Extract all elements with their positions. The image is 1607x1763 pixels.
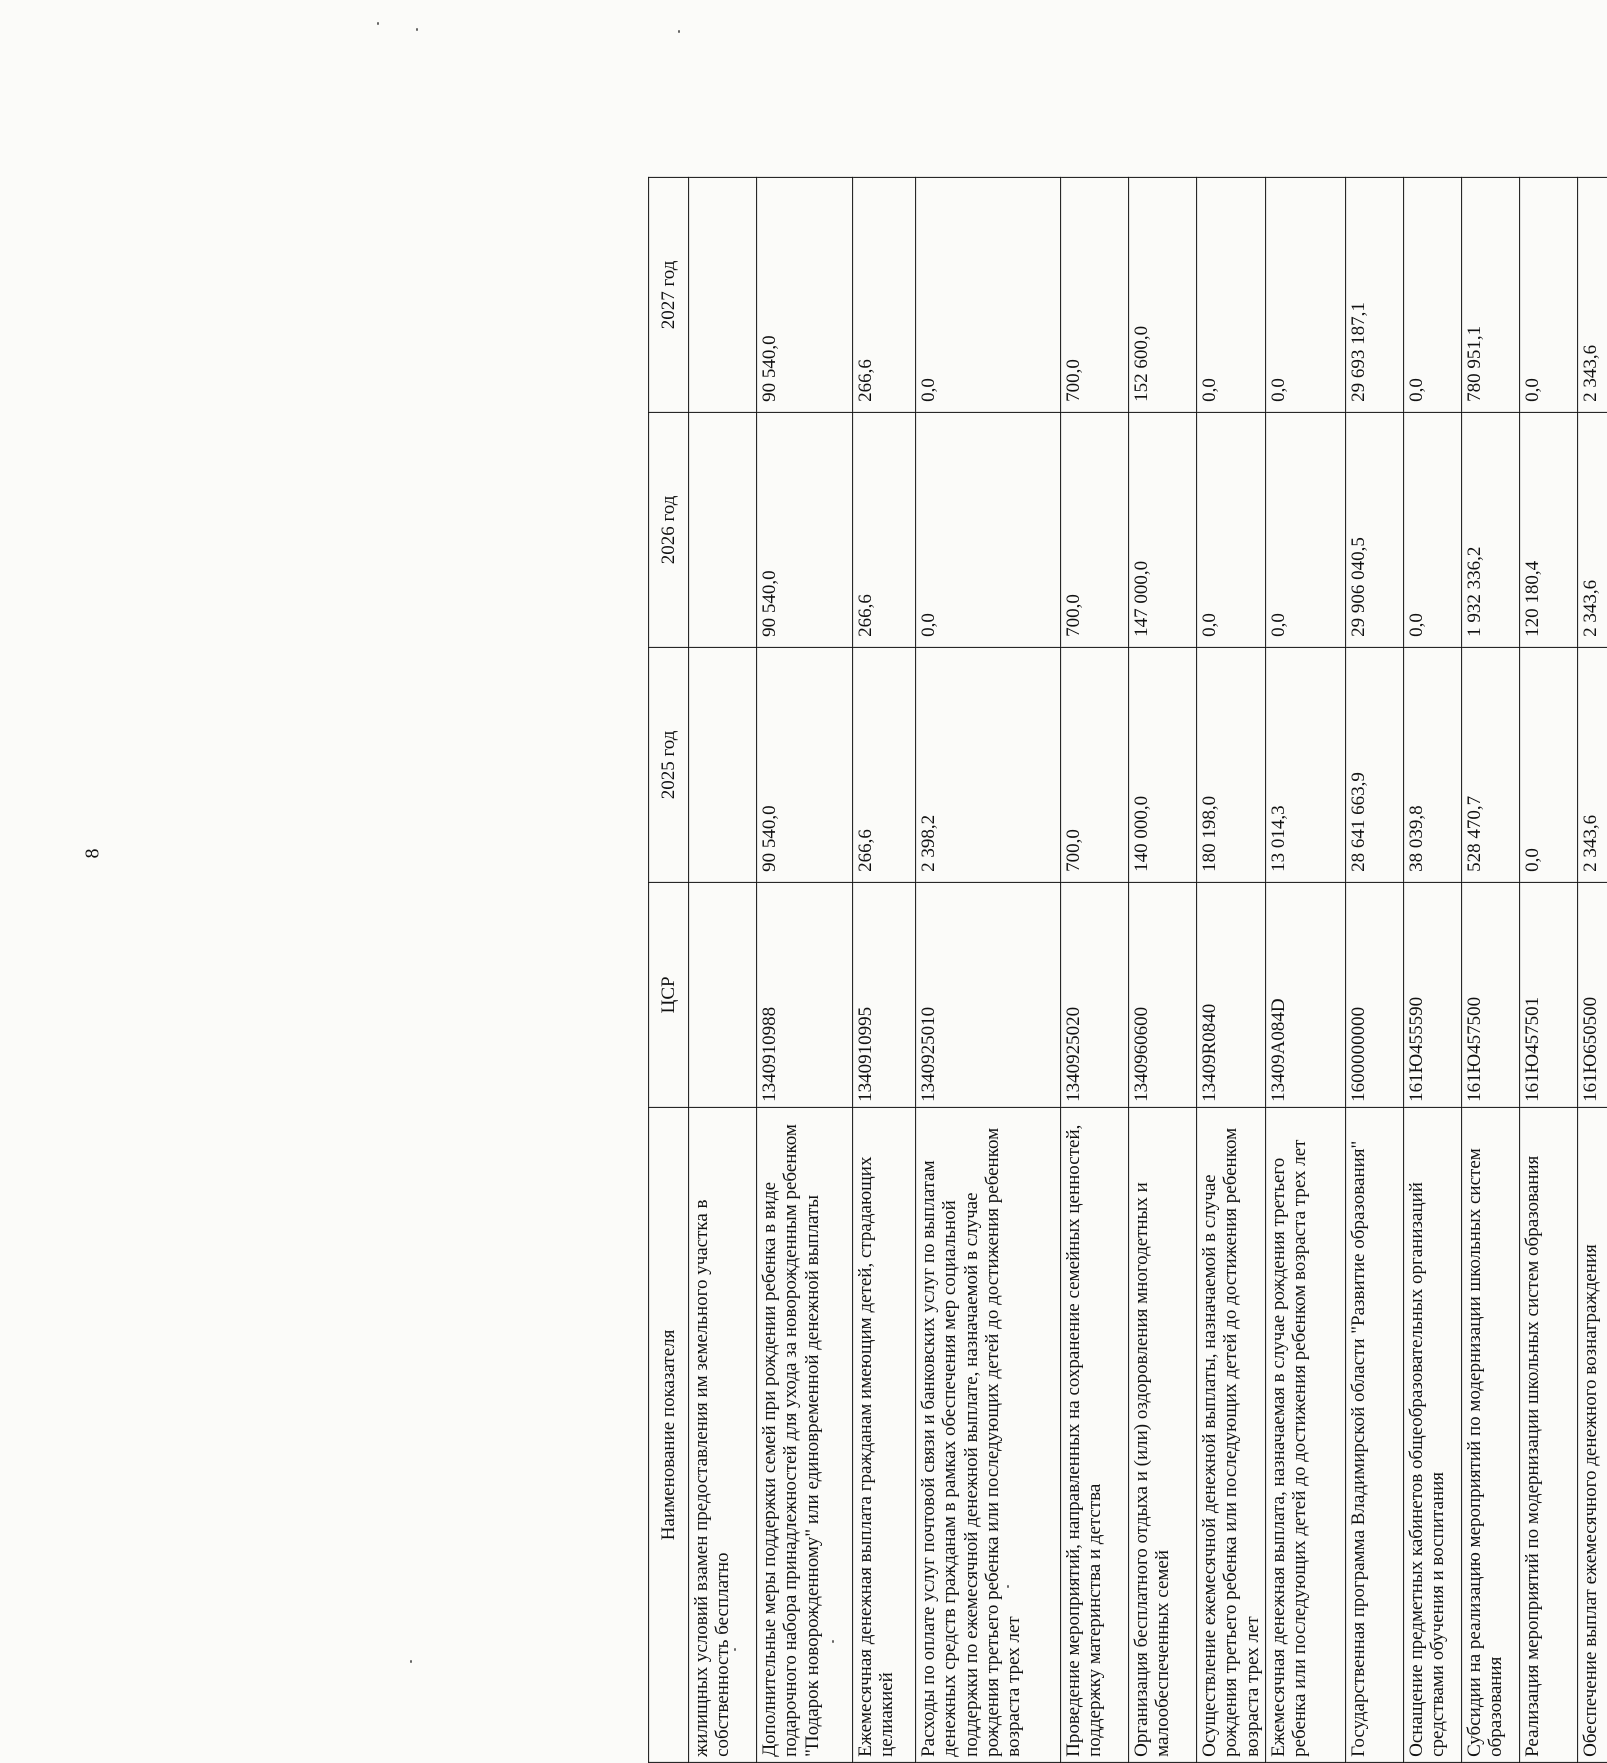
cell-name: Реализация мероприятий по модернизации школьных систем образования (1519, 1107, 1577, 1762)
cell-2026: 0,0 (1196, 412, 1265, 647)
table-row (1403, 177, 1461, 1762)
cell-code: 161Ю650500 (1577, 882, 1607, 1107)
scan-speck (734, 1648, 736, 1651)
cell-code: 1340910995 (852, 882, 915, 1107)
cell-code: 13409A084D (1265, 882, 1345, 1107)
cell-2027: 0,0 (1196, 177, 1265, 412)
cell-code: 1340925010 (915, 882, 1060, 1107)
cell-code: 1340960600 (1128, 882, 1196, 1107)
cell-2026 (688, 412, 756, 647)
cell-name: Государственная программа Владимирской области "Развитие образования" (1345, 1107, 1403, 1762)
budget-table (648, 177, 1607, 1763)
cell-2027: 0,0 (1403, 177, 1461, 412)
cell-code (688, 882, 756, 1107)
cell-code: 161Ю457500 (1461, 882, 1519, 1107)
cell-name: Расходы по оплате услуг почтовой связи и банковских услуг по выплатам денежных средств гражданам в рамках обеспечения мер социальной поддержки по ежемесячной денежной выплате, назначаемой в случае рождения третьего ребенка или последующих детей до достижения ребенком возраста трех лет (915, 1107, 1060, 1762)
cell-2027: 29 693 187,1 (1345, 177, 1403, 412)
scan-speck (678, 30, 680, 33)
cell-2027: 152 600,0 (1128, 177, 1196, 412)
cell-2025: 266,6 (852, 647, 915, 882)
header-2026: 2026 год (648, 412, 688, 647)
cell-2026: 0,0 (1403, 412, 1461, 647)
cell-2026: 1 932 336,2 (1461, 412, 1519, 647)
table-row (756, 177, 852, 1762)
header-2025: 2025 год (648, 647, 688, 882)
scan-speck (410, 1660, 412, 1663)
cell-code: 161Ю457501 (1519, 882, 1577, 1107)
cell-2025: 528 470,7 (1461, 647, 1519, 882)
cell-2026: 0,0 (915, 412, 1060, 647)
table-row (1196, 177, 1265, 1762)
table-row (1128, 177, 1196, 1762)
cell-name: Осуществление ежемесячной денежной выплаты, назначаемой в случае рождения третьего ребенка или последующих детей до достижения ребенком возраста трех лет (1196, 1107, 1265, 1762)
cell-2025: 2 398,2 (915, 647, 1060, 882)
page-number: 8 (81, 848, 104, 859)
scan-speck (1007, 1585, 1009, 1588)
table-row (1060, 177, 1128, 1762)
cell-2026: 147 000,0 (1128, 412, 1196, 647)
table-row (852, 177, 915, 1762)
cell-2025: 38 039,8 (1403, 647, 1461, 882)
scan-speck (377, 22, 379, 25)
scan-speck (416, 28, 418, 31)
cell-name: Дополнительные меры поддержки семей при рождении ребенка в виде подарочного набора принадлежностей для ухода за новорожденным ребенком "Подарок новорожденному" или единовременной денежной выплаты (756, 1107, 852, 1762)
cell-2025: 700,0 (1060, 647, 1128, 882)
cell-code: 161Ю455590 (1403, 882, 1461, 1107)
table-row (1461, 177, 1519, 1762)
table-row (1519, 177, 1577, 1762)
cell-2027 (688, 177, 756, 412)
table-row (1265, 177, 1345, 1762)
cell-2025: 140 000,0 (1128, 647, 1196, 882)
cell-2026: 2 343,6 (1577, 412, 1607, 647)
cell-2025: 0,0 (1519, 647, 1577, 882)
table-row (688, 177, 756, 1762)
table-row (915, 177, 1060, 1762)
cell-2027: 0,0 (1265, 177, 1345, 412)
cell-2025: 28 641 663,9 (1345, 647, 1403, 882)
cell-2025: 2 343,6 (1577, 647, 1607, 882)
cell-2025: 90 540,0 (756, 647, 852, 882)
cell-name: Проведение мероприятий, направленных на сохранение семейных ценностей, поддержку материнства и детства (1060, 1107, 1128, 1762)
cell-code: 1340910988 (756, 882, 852, 1107)
header-row (648, 177, 688, 1762)
cell-2026: 0,0 (1265, 412, 1345, 647)
header-name: Наименование показателя (648, 1107, 688, 1762)
table-row (1577, 177, 1607, 1762)
cell-code: 1340925020 (1060, 882, 1128, 1107)
cell-name: Ежемесячная денежная выплата, назначаемая в случае рождения третьего ребенка или последующих детей до достижения ребенком возраста трех лет (1265, 1107, 1345, 1762)
cell-2026: 29 906 040,5 (1345, 412, 1403, 647)
cell-2027: 780 951,1 (1461, 177, 1519, 412)
cell-2025: 180 198,0 (1196, 647, 1265, 882)
cell-2025 (688, 647, 756, 882)
cell-2025: 13 014,3 (1265, 647, 1345, 882)
table-row (1345, 177, 1403, 1762)
cell-2026: 120 180,4 (1519, 412, 1577, 647)
cell-name: Субсидии на реализацию мероприятий по модернизации школьных систем образования (1461, 1107, 1519, 1762)
cell-2026: 700,0 (1060, 412, 1128, 647)
header-code: ЦСР (648, 882, 688, 1107)
cell-name: жилищных условий взамен предоставления им земельного участка в собственность бесплатно (688, 1107, 756, 1762)
cell-2027: 0,0 (1519, 177, 1577, 412)
cell-name: Ежемесячная денежная выплата гражданам имеющим детей, страдающих целиакией (852, 1107, 915, 1762)
cell-2026: 90 540,0 (756, 412, 852, 647)
cell-name: Организация бесплатного отдыха и (или) оздоровления многодетных и малообеспеченных семей (1128, 1107, 1196, 1762)
cell-code: 13409R0840 (1196, 882, 1265, 1107)
cell-2027: 90 540,0 (756, 177, 852, 412)
cell-2026: 266,6 (852, 412, 915, 647)
cell-2027: 266,6 (852, 177, 915, 412)
header-2027: 2027 год (648, 177, 688, 412)
cell-2027: 2 343,6 (1577, 177, 1607, 412)
cell-name: Оснащение предметных кабинетов общеобразовательных организаций средствами обучения и воспитания (1403, 1107, 1461, 1762)
cell-2027: 0,0 (915, 177, 1060, 412)
scan-speck (832, 1640, 834, 1643)
cell-code: 1600000000 (1345, 882, 1403, 1107)
cell-name: Обеспечение выплат ежемесячного денежного вознаграждения (1577, 1107, 1607, 1762)
cell-2027: 700,0 (1060, 177, 1128, 412)
